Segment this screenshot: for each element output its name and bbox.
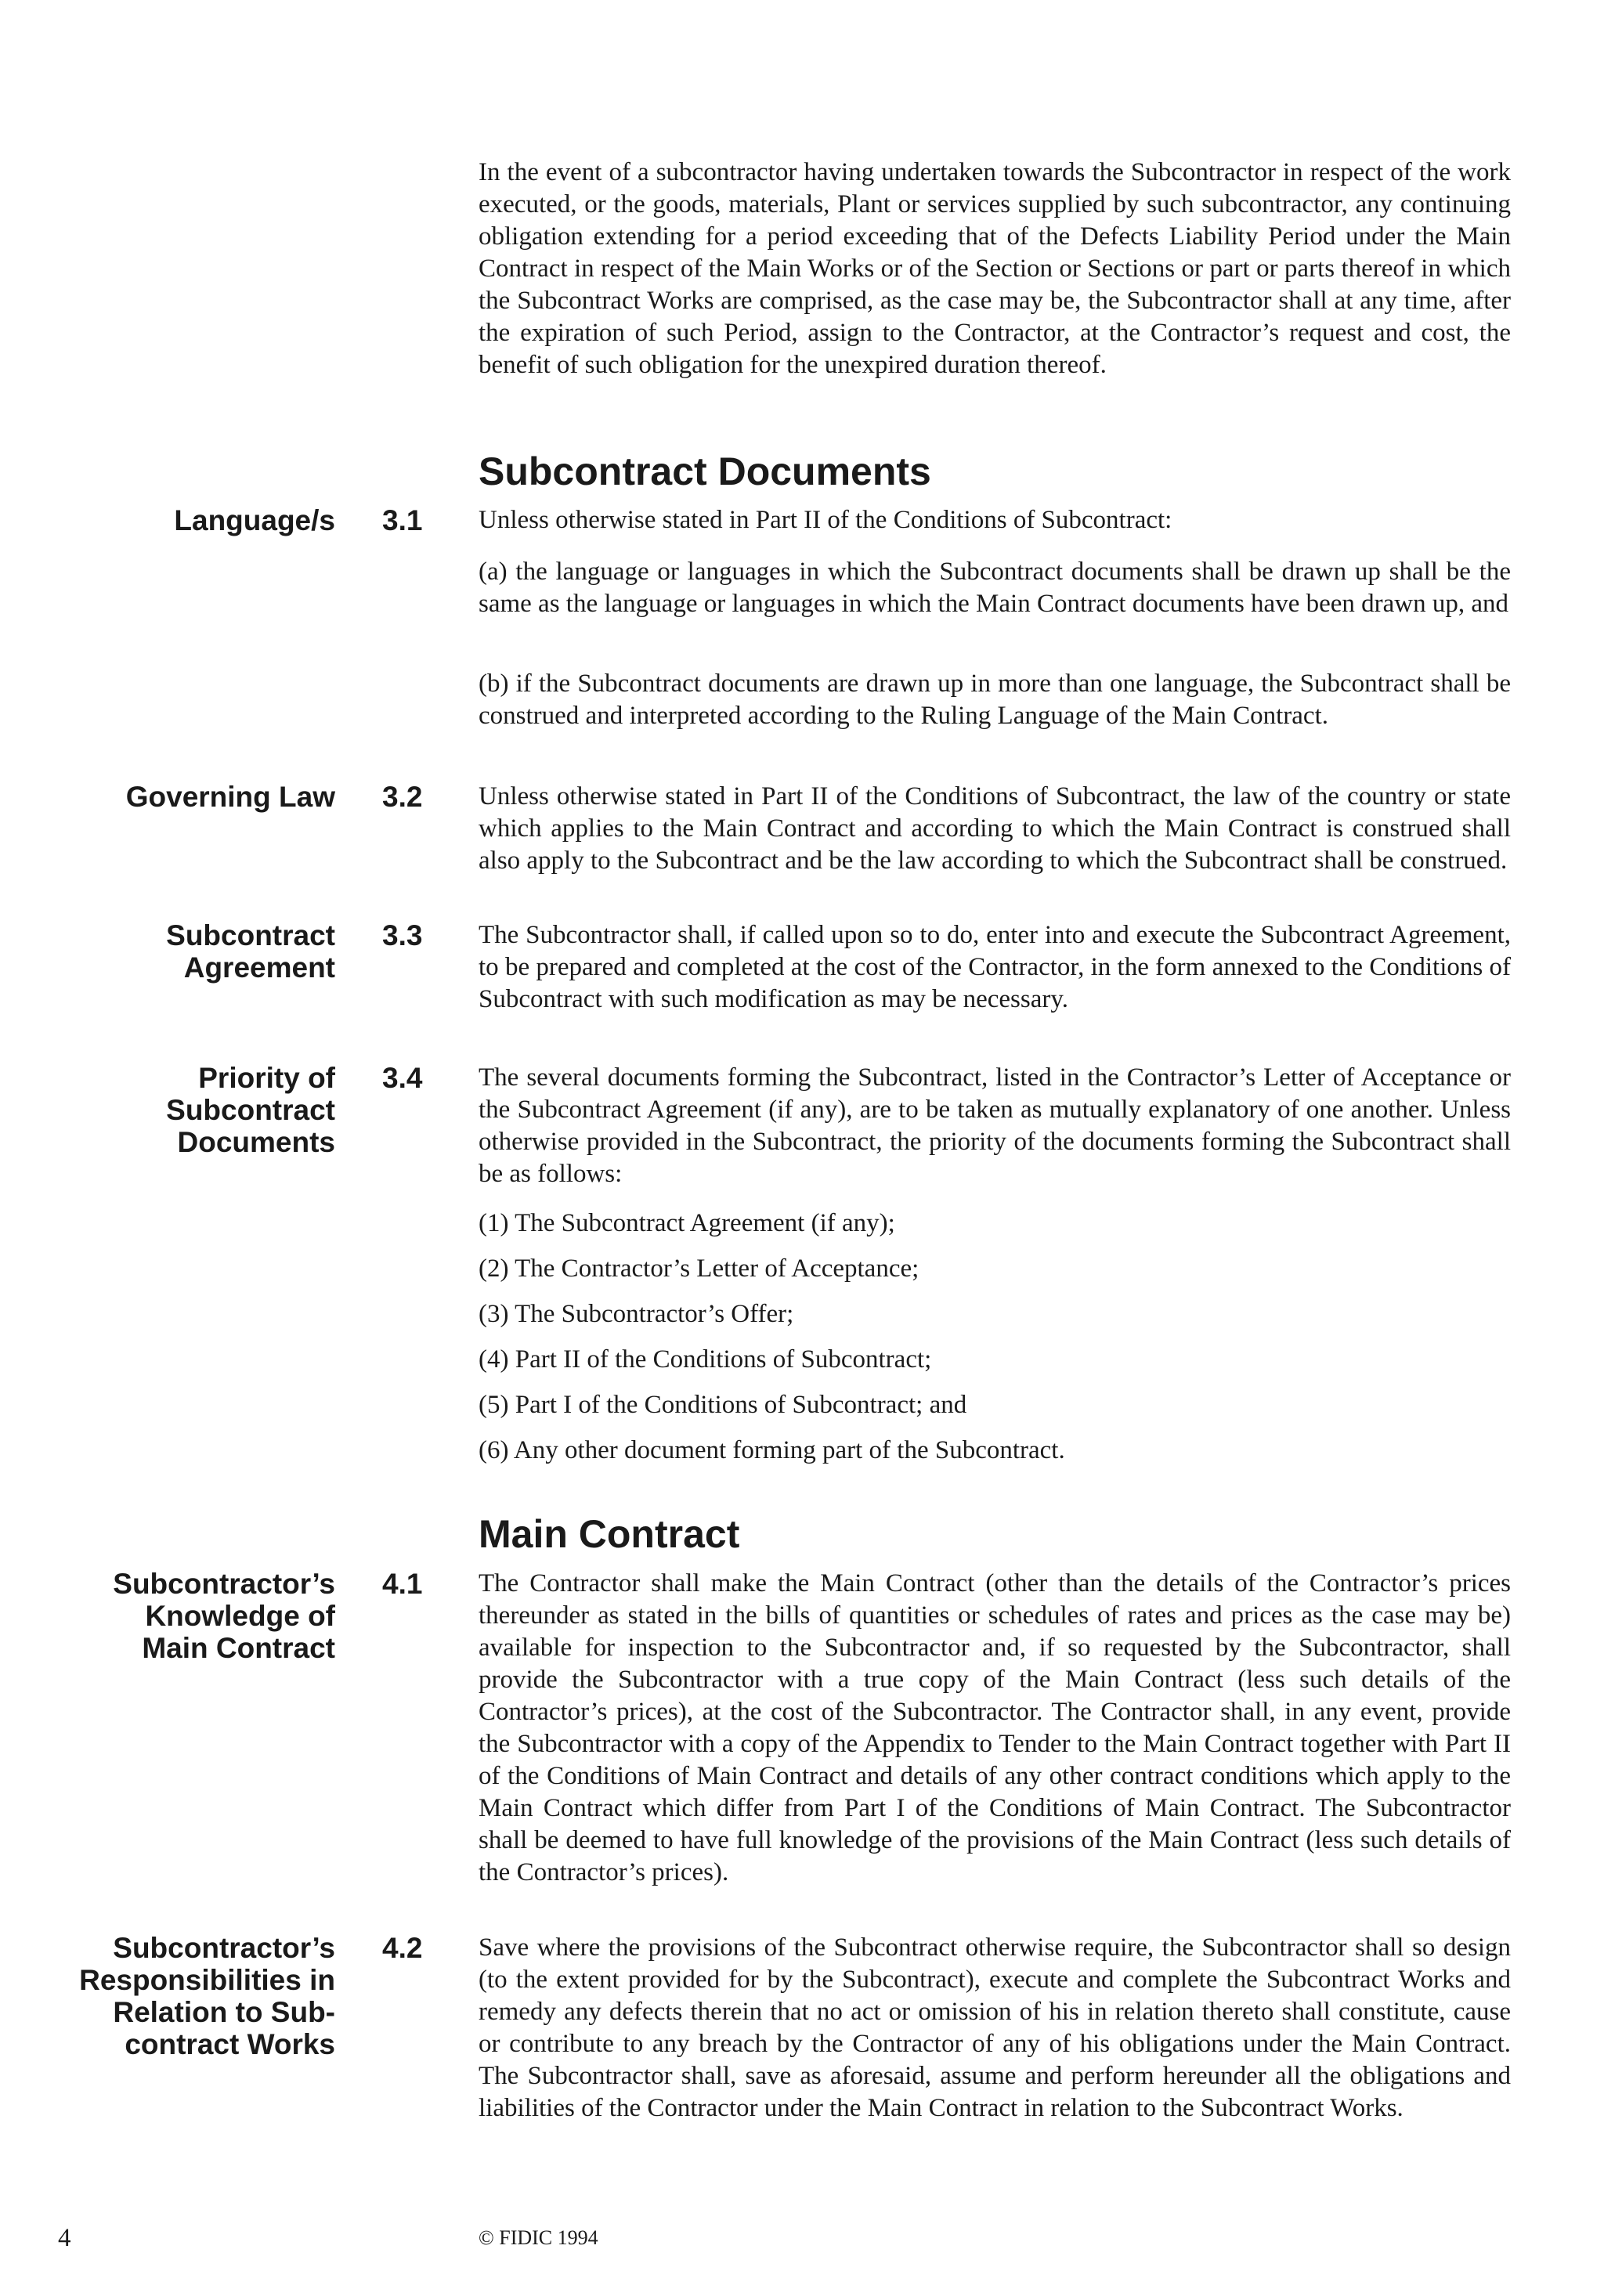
- clause-label-line: Relation to Sub-: [113, 1996, 335, 2028]
- clause-3-4-text: The several documents forming the Subcontract, listed in the Contractor’s Letter of Acceptance or the Subcontract Agreement (if any), are to be taken as mutually explanatory of one another. Unless otherwise provided in the Subcontract, the priority of the documents forming the Subcontract shall be as follows:: [479, 1063, 1511, 1188]
- clause-number-4-2: 4.2: [382, 1932, 423, 1964]
- clause-label-line: Subcontract: [166, 919, 335, 951]
- priority-list-item: (2) The Contractor’s Letter of Acceptance;: [479, 1254, 919, 1283]
- clause-label-line: contract Works: [125, 2028, 335, 2060]
- clause-label-priority-of-documents: [166, 1062, 335, 1158]
- clause-label-knowledge-of-main-contract: [113, 1568, 335, 1664]
- clause-label-line: Subcontract: [166, 1094, 335, 1126]
- clause-label-subcontract-agreement: [166, 919, 335, 984]
- clause-label-language: Language/s: [174, 504, 335, 536]
- clause-3-2-text: Unless otherwise stated in Part II of the Conditions of Subcontract, the law of the country or state which applies to the Main Contract and according to which the Main Contract is construed shall also apply to the Subcontract and be the law according to which the Subcontract shall be construed.: [479, 782, 1511, 875]
- clause-number-3-2: 3.2: [382, 781, 423, 813]
- page-number: 4: [58, 2224, 71, 2252]
- priority-list-item: (5) Part I of the Conditions of Subcontract; and: [479, 1391, 967, 1419]
- clause-number-3-1: 3.1: [382, 504, 423, 536]
- priority-list-item: (3) The Subcontractor’s Offer;: [479, 1300, 794, 1328]
- clause-4-2-text: Save where the provisions of the Subcontract otherwise require, the Subcontractor shall so design (to the extent provided for by the Subcontract), execute and complete the Subcontract Works and remedy any defects therein that no act or omission of his in relation thereto shall constitute, cause or contribute to any breach by the Contractor of any of his obligations under the Main Contract. The Subcontractor shall, save as aforesaid, assume and perform hereunder all the obligations and liabilities of the Contractor under the Main Contract in relation to the Subcontract Works.: [479, 1933, 1511, 2122]
- clause-number-4-1: 4.1: [382, 1568, 423, 1600]
- clause-label-line: Subcontractor’s: [113, 1932, 335, 1964]
- clause-4-1-text: The Contractor shall make the Main Contract (other than the details of the Contractor’s prices thereunder as stated in the bills of quantities or schedules of rates and prices as the case may be) available for inspection to the Subcontractor and, if so requested by the Subcontractor, shall provide the Subcontractor with a true copy of the Main Contract (less such details of the Contractor’s prices), at the cost of the Subcontractor. The Contractor shall, in any event, provide the Subcontractor with a copy of the Appendix to Tender to the Main Contract together with Part II of the Conditions of Main Contract and details of any other contract conditions which apply to the Main Contract which differ from Part I of the Conditions of Main Contract. The Subcontractor shall be deemed to have full knowledge of the provisions of the Main Contract (less such details of the Contractor’s prices).: [479, 1569, 1511, 1886]
- clause-label-line: Documents: [177, 1126, 335, 1158]
- clause-number-3-4: 3.4: [382, 1062, 423, 1094]
- clause-label-line: Knowledge of: [145, 1600, 335, 1632]
- clause-label-line: Priority of: [198, 1062, 335, 1094]
- clause-3-1-item-a: (a) the language or languages in which the Subcontract documents shall be drawn up shall be the same as the language or languages in which the Main Contract documents have been drawn up, and: [479, 558, 1511, 618]
- clause-label-line: Responsibilities in: [79, 1964, 335, 1996]
- clause-label-line: Subcontractor’s: [113, 1568, 335, 1600]
- section-heading-subcontract-documents: Subcontract Documents: [479, 449, 931, 493]
- priority-list-item: (1) The Subcontract Agreement (if any);: [479, 1209, 895, 1237]
- clause-number-3-3: 3.3: [382, 919, 423, 951]
- clause-3-3-text: The Subcontractor shall, if called upon so to do, enter into and execute the Subcontract Agreement, to be prepared and completed at the cost of the Contractor, in the form annexed to the Conditions of Subcontract with such modification as may be necessary.: [479, 921, 1511, 1013]
- clause-3-1-item-b: (b) if the Subcontract documents are drawn up in more than one language, the Subcontract shall be construed and interpreted according to the Ruling Language of the Main Contract.: [479, 670, 1511, 730]
- clause-label-line: Agreement: [183, 951, 335, 984]
- intro-paragraph: In the event of a subcontractor having undertaken towards the Subcontractor in respect of the work executed, or the goods, materials, Plant or services supplied by such subcontractor, any continuing obligation extending for a period exceeding that of the Defects Liability Period under the Main Contract in respect of the Main Works or of the Section or Sections or part or parts thereof in which the Subcontract Works are comprised, as the case may be, the Subcontractor shall at any time, after the expiration of such Period, assign to the Contractor, at the Contractor’s request and cost, the benefit of such obligation for the unexpired duration thereof.: [479, 158, 1511, 379]
- clause-label-governing-law: Governing Law: [125, 781, 335, 813]
- section-heading-main-contract: Main Contract: [479, 1512, 740, 1556]
- clause-3-1-text: Unless otherwise stated in Part II of the Conditions of Subcontract:: [479, 506, 1172, 534]
- copyright-notice: © FIDIC 1994: [479, 2226, 598, 2249]
- clause-label-responsibilities: [79, 1932, 335, 2060]
- clause-label-line: Main Contract: [142, 1632, 335, 1664]
- priority-list-item: (6) Any other document forming part of the Subcontract.: [479, 1436, 1065, 1464]
- priority-list-item: (4) Part II of the Conditions of Subcontract;: [479, 1345, 932, 1374]
